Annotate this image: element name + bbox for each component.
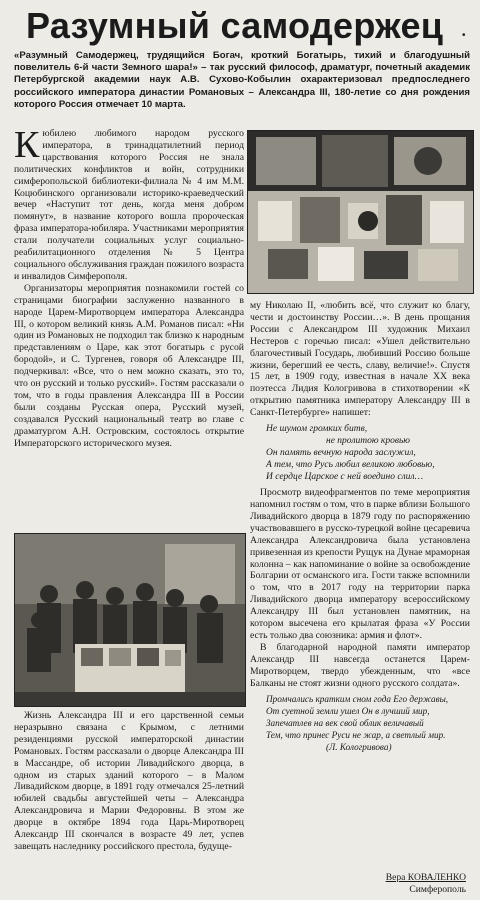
exhibition-photo xyxy=(247,130,474,294)
poem-line: Он память вечную народа заслужил, xyxy=(266,448,416,459)
article-title: Разумный самодержец xyxy=(26,5,444,46)
drop-cap: К xyxy=(14,124,40,166)
poem-line: А тем, что Русь любил великою любовью, xyxy=(266,460,435,471)
poem-line: Не шумом громких битв, xyxy=(266,424,368,435)
paragraph-nicholas: му Николаю II, «любить всё, что служит ко благу, чести и достоинству России…». В день прощания России с Александром III художник Михаил Нестеров с горечью писал: «Ушел действительно благочестивый Государь, любивший Россию больше жизни, берегший ее честь, славу, величие!». Спустя 15 лет, в 1909 году, известная в начале XX века поэтесса Лидия Кологривова в стихотворении «К открытию памятника императору Александру III в Санкт-Петербурге» напишет: xyxy=(250,300,470,419)
paragraph-memory: В благодарной народной памяти император Александр III навсегда останется Царем-Миротворцем, твердо убежденным, что «все Балканы не стоят жизни одного русского солдата». xyxy=(250,641,470,689)
article-lead: «Разумный Самодержец, трудящийся Богач, кроткий Богатырь, тихий и благодушный повелитель 6-й части Земного шара!» – так русский философ, драматург, почетный академик Петербургской академии наук А.В. Сухово-Кобылин охарактеризовал предпоследнего российского императора династии Романовых – Александра III, 180-летие со дня рождения которого Россия отмечает 10 марта. xyxy=(14,50,470,110)
poem-kologrivova-2 xyxy=(266,693,470,753)
paragraph-organizers: Организаторы мероприятия познакомили гостей со страницами биографии заслуженно названного в народе Царем-Миротворцем императора Александра III, о котором великий князь А.М. Романов писал: «Ни один из Романовых не подходил так близко к народным представлениям о Царе, как этот богатырь с русой бородой», и С. Тургенев, говоря об Александре III, подчеркивал: «Все, что о нем можно сказать, это то, что он русский и только русский». Гостям рассказали о том, что в годы правления Александра III в России были созданы Русская опера, Русский музей, создавался Русский национальный театр во главе с драматургом А.Н. Островским, состоялось открытие Императорского исторического музея. xyxy=(14,282,244,449)
column-left-bottom xyxy=(14,710,244,853)
paragraph-intro-text: юбилею любимого народом русского императора, в тринадцатилетний период царствования которого Россия не знала политических конфликтов и войн, сотрудники симферопольской библиотеки-филиала № 4 им М.М. Коцюбинского организовали историко-краеведческий вечер «Наступит тот день, когда меня добром помянут», в название которого вошла пророческая фраза императора-юбиляра. Участниками мероприятия стали получатели социальных услуг социально-реабилитационного отделения № 5 Центра социального обслуживания граждан пожилого возраста и инвалидов Симферополя. xyxy=(14,128,244,282)
poem-author: (Л. Кологривова) xyxy=(326,742,392,753)
column-right xyxy=(250,300,470,757)
poem-line: Промчались кратким сном года Его державы, xyxy=(266,694,449,705)
guests-photo-image xyxy=(15,534,245,706)
exhibition-photo-image xyxy=(248,131,473,293)
author-name: Вера КОВАЛЕНКО xyxy=(385,872,466,883)
signature xyxy=(386,872,466,896)
poem-kologrivova-1 xyxy=(266,423,470,483)
poem-line: От суетной земли ушел Он в лучший мир, xyxy=(266,706,430,717)
guests-photo xyxy=(14,533,246,707)
column-left-top xyxy=(14,124,244,449)
author-city: Симферополь xyxy=(409,884,466,895)
poem-line: Тем, что принес Руси не жар, а светлый мир. xyxy=(266,730,446,741)
title-mark: • xyxy=(462,30,466,41)
paragraph-crimea: Жизнь Александра III и его царственной семьи неразрывно связана с Крымом, с летними резиденциями русской императорской династии Романовых. Гостям рассказали о дворце Александра III в Массандре, об истории Ливадийского дворца, в одном из старых зданий которого – в Малом Ливадийском дворце, в 1891 году отмечался 25-летний юбилей свадьбы августейшей четы – Александра Александровича и Марии Федоровны. В этом же дворце в октябре 1894 года Царь-Миротворец Александр III скончался в возрасте 49 лет, успев завещать наследнику российского престола, будуще- xyxy=(14,710,244,852)
poem-line: Запечатлев на век свой облик величавый xyxy=(266,718,424,729)
paragraph-video: Просмотр видеофрагментов по теме мероприятия напомнил гостям о том, что в парке вблизи Большого Ливадийского дворца в 1879 году по распоряжению участвовавшего в русско-турецкой войне цесаревича Александра Александровича была установлена привезенная из крепости Рущук на Дунае мраморная колонна – как напоминание о войне за освобождение Болгарии от османского ига. Гости также вспомнили о том, что в 2017 году на территории парка Ливадийского дворца императору всероссийскому Александру III был установлен памятник, на котором высечена его крылатая фраза «У России есть только два союзника: армия и флот». xyxy=(250,487,470,641)
paragraph-intro xyxy=(14,124,244,283)
poem-line: не пролитою кровью xyxy=(326,436,410,447)
poem-line: И сердце Царское с ней воедино слил… xyxy=(266,472,424,483)
